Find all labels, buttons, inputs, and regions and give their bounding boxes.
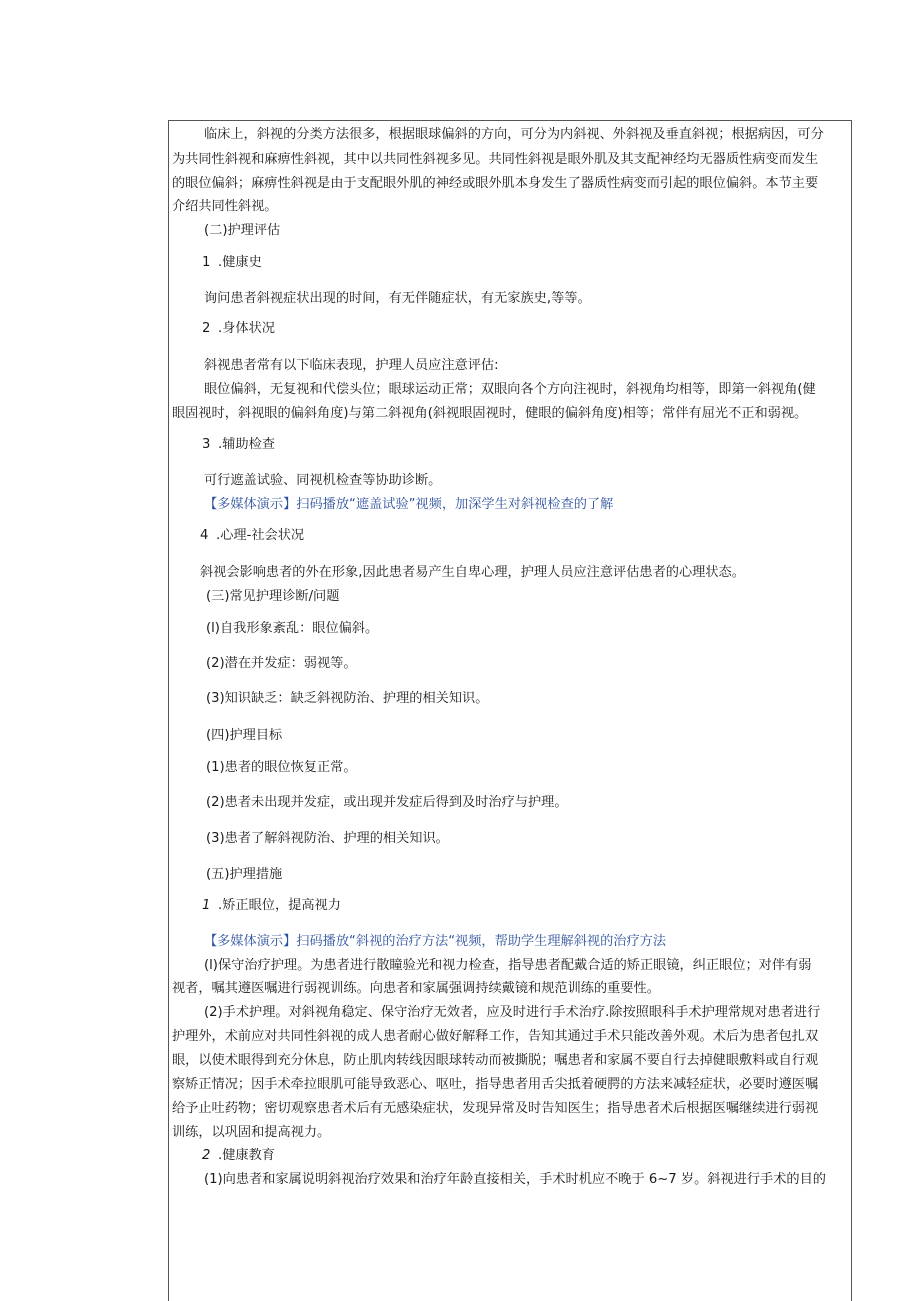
- s2-3-number: 3: [202, 437, 211, 452]
- section-5-heading: (五)护理措施: [206, 867, 283, 882]
- section-2-heading: (二)护理评估: [204, 223, 281, 238]
- multimedia-note-2: 【多媒体演示】扫码播放“斜视的治疗方法“视频，帮助学生理解斜视的治疗方法: [204, 934, 667, 949]
- s5-1-title: .矫正眼位，提高视力: [218, 898, 341, 913]
- s2-1-title: .健康史: [218, 255, 262, 270]
- diagnosis-item-2: (2)潜在并发症：弱视等。: [206, 656, 357, 671]
- s2-3-body: 可行遮盖试验、同视机检查等协助诊断。: [204, 473, 442, 488]
- s5-1-a-line-1: (l)保守治疗护理。为患者进行散瞳验光和视力检查，指导患者配戴合适的矫正眼镜，纠正眼位；对伴有弱: [204, 958, 812, 973]
- goal-item-1: (1)患者的眼位恢复正常。: [206, 760, 357, 775]
- s5-1-number: 1: [202, 898, 211, 913]
- s2-2-number: 2: [202, 321, 211, 336]
- multimedia-note-1: 【多媒体演示】扫码播放“遮盖试验”视频，加深学生对斜视检查的了解: [204, 497, 614, 512]
- s5-1-b-line-2: 护理外，术前应对共同性斜视的成人患者耐心做好解释工作，告知其通过手术只能改善外观。术后为患者包扎双: [172, 1029, 819, 1044]
- s2-2-title: .身体状况: [218, 321, 275, 336]
- intro-line-4: 介绍共同性斜视。: [172, 199, 278, 214]
- intro-line-3: 的眼位偏斜；麻痹性斜视是由于支配眼外肌的神经或眼外肌本身发生了器质性病变而引起的眼位偏斜。本节主要: [172, 176, 819, 191]
- s5-2-number: 2: [202, 1148, 211, 1163]
- intro-line-2: 为共同性斜视和麻痹性斜视，其中以共同性斜视多见。共同性斜视是眼外肌及其支配神经均无器质性病变而发生: [172, 152, 819, 167]
- s5-2-a-line-1: (1)向患者和家属说明斜视治疗效果和治疗年龄直接相关，手术时机应不晚于 6~7 岁。斜视进行手术的目的: [204, 1172, 826, 1187]
- s5-1-b-line-5: 给予止吐药物；密切观察患者术后有无感染症状，发现异常及时告知医生；指导患者术后根据医嘱继续进行弱视: [172, 1101, 819, 1116]
- s5-1-b-line-6: 训练，以巩固和提高视力。: [172, 1125, 331, 1140]
- s5-1-a-line-2: 视者，嘱其遵医嘱进行弱视训练。向患者和家属强调持续戴镜和规范训练的重要性。: [172, 981, 660, 996]
- s2-1-number: 1: [202, 255, 211, 270]
- goal-item-2: (2)患者未出现并发症，或出现并发症后得到及时治疗与护理。: [206, 795, 568, 810]
- intro-line-1: 临床上，斜视的分类方法很多，根据眼球偏斜的方向，可分为内斜视、外斜视及垂直斜视；根据病因，可分: [204, 127, 824, 142]
- s2-2-body-2: 眼位偏斜，无复视和代偿头位；眼球运动正常；双眼向各个方向注视时，斜视角均相等，即第一斜视角(健: [204, 382, 816, 397]
- section-3-heading: (三)常见护理诊断/问题: [206, 589, 340, 604]
- s2-1-body: 询问患者斜视症状出现的时间，有无伴随症状，有无家族史,等等。: [204, 291, 591, 306]
- s5-1-b-line-4: 察矫正情况；因手术牵拉眼肌可能导致恶心、呕吐，指导患者用舌尖抵着硬腭的方法来减轻症状，必要时遵医嘱: [172, 1077, 819, 1092]
- section-4-heading: (四)护理目标: [206, 728, 283, 743]
- s2-4-number: 4: [200, 528, 209, 543]
- s2-3-title: .辅助检查: [218, 437, 275, 452]
- s2-2-body-1: 斜视患者常有以下临床表现，护理人员应注意评估:: [204, 358, 499, 373]
- diagnosis-item-1: (l)自我形象紊乱：眼位偏斜。: [206, 621, 379, 636]
- s2-4-body: 斜视会影响患者的外在形象,因此患者易产生自卑心理，护理人员应注意评估患者的心理状态。: [200, 565, 745, 580]
- diagnosis-item-3: (3)知识缺乏：缺乏斜视防治、护理的相关知识。: [206, 691, 489, 706]
- s2-4-title: .心理-社会状况: [216, 528, 305, 543]
- s5-2-title: .健康教育: [218, 1148, 275, 1163]
- s2-2-body-3: 眼固视时，斜视眼的偏斜角度)与第二斜视角(斜视眼固视时，健眼的偏斜角度)相等；常伴有屈光不正和弱视。: [172, 406, 808, 421]
- s5-1-b-line-3: 眼，以使术眼得到充分休息，防止肌肉转线因眼球转动而被撕脱；嘱患者和家属不要自行去掉健眼敷料或自行观: [172, 1053, 819, 1068]
- goal-item-3: (3)患者了解斜视防治、护理的相关知识。: [206, 831, 449, 846]
- s5-1-b-line-1: (2)手术护理。对斜视角稳定、保守治疗无效者，应及时进行手术治疗.除按照眼科手术护理常规对患者进行: [204, 1005, 821, 1020]
